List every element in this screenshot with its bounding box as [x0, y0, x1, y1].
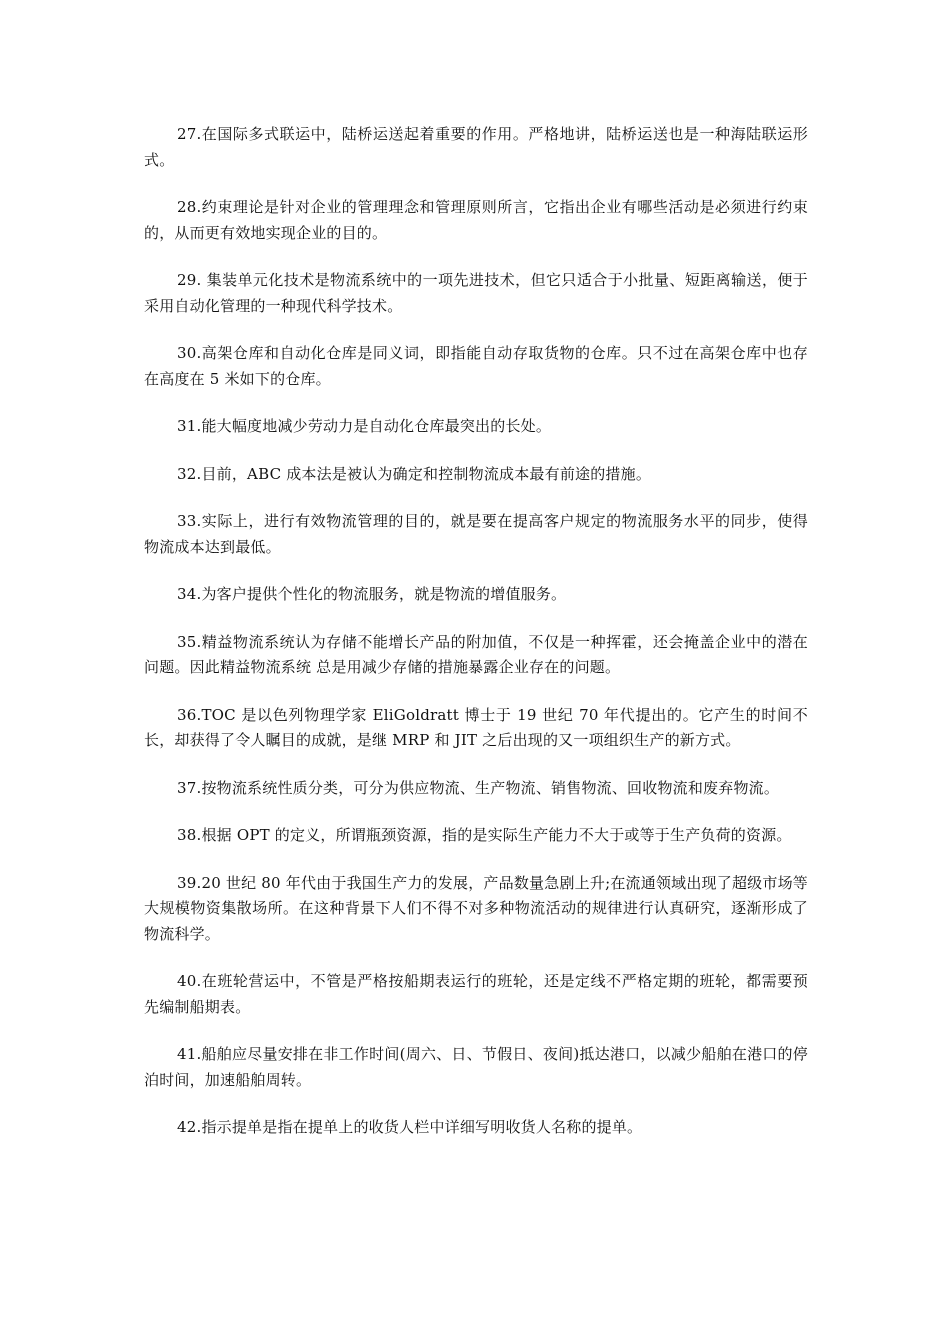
paragraph-34: 34.为客户提供个性化的物流服务，就是物流的增值服务。: [177, 585, 567, 603]
paragraph-37: 37.按物流系统性质分类，可分为供应物流、生产物流、销售物流、回收物流和废弃物流。: [177, 778, 780, 797]
paragraph-28: 28.约束理论是针对企业的管理理念和管理原则所言，它指出企业有哪些活动是必须进行约束的，从而更有效地实现企业的目的。: [144, 198, 808, 242]
paragraph-29: 29. 集装单元化技术是物流系统中的一项先进技术，但它只适合于小批量、短距离输送，便于采用自动化管理的一种现代科学技术。: [144, 271, 808, 315]
paragraph-40: 40.在班轮营运中，不管是严格按船期表运行的班轮，还是定线不严格定期的班轮，都需要预先编制船期表。: [144, 972, 808, 1016]
paragraph-35: 35.精益物流系统认为存储不能增长产品的附加值，不仅是一种挥霍，还会掩盖企业中的潜在问题。因此精益物流系统 总是用减少存储的措施暴露企业存在的问题。: [144, 632, 808, 676]
document-body: [144, 122, 808, 1163]
paragraph-42: 42.指示提单是指在提单上的收货人栏中详细写明收货人名称的提单。: [177, 1118, 643, 1136]
paragraph-31: 31.能大幅度地减少劳动力是自动化仓库最突出的长处。: [177, 417, 552, 435]
paragraph-38: 38.根据 OPT 的定义，所谓瓶颈资源，指的是实际生产能力不大于或等于生产负荷的资源。: [177, 826, 792, 844]
paragraph-33: 33.实际上，进行有效物流管理的目的，就是要在提高客户规定的物流服务水平的同步，使得物流成本达到最低。: [144, 512, 808, 556]
paragraph-39: 39.20 世纪 80 年代由于我国生产力的发展，产品数量急剧上升;在流通领域出现了超级市场等大规模物资集散场所。在这种背景下人们不得不对多种物流活动的规律进行认真研究，逐渐形成了物流科学。: [144, 873, 808, 943]
paragraph-32: 32.目前，ABC 成本法是被认为确定和控制物流成本最有前途的措施。: [177, 464, 652, 483]
paragraph-27: 27.在国际多式联运中，陆桥运送起着重要的作用。严格地讲，陆桥运送也是一种海陆联运形式。: [144, 125, 808, 169]
paragraph-36: 36.TOC 是以色列物理学家 EliGoldratt 博士于 19 世纪 70 年代提出的。它产生的时间不长，却获得了令人瞩目的成就，是继 MRP 和 JIT 之后出现的又一项组织生产的新方式。: [144, 705, 808, 749]
paragraph-30: 30.高架仓库和自动化仓库是同义词，即指能自动存取货物的仓库。只不过在高架仓库中也存在高度在 5 米如下的仓库。: [144, 344, 808, 388]
paragraph-41: 41.船舶应尽量安排在非工作时间(周六、日、节假日、夜间)抵达港口，以减少船舶在港口的停泊时间，加速船舶周转。: [144, 1045, 808, 1089]
